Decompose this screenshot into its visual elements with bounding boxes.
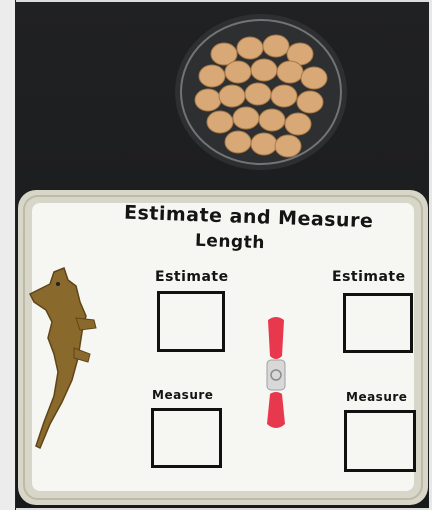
frame-border-top <box>0 0 432 2</box>
right-estimate-box <box>343 293 413 353</box>
board-title-line-1: Estimate and Measure <box>123 201 374 233</box>
frame-border-left <box>0 0 16 510</box>
left-estimate-label: Estimate <box>155 269 229 285</box>
board-title-line-2: Length <box>194 230 266 254</box>
right-estimate-label: Estimate <box>332 269 406 285</box>
left-estimate-box <box>157 291 225 352</box>
glass-bowl-icon <box>172 6 350 174</box>
toy-dinosaur-icon <box>24 262 104 452</box>
left-measure-box <box>151 408 222 468</box>
right-measure-box <box>344 410 416 472</box>
clothespin-icon <box>258 316 294 432</box>
right-measure-label: Measure <box>346 390 408 404</box>
left-measure-label: Measure <box>152 388 214 402</box>
